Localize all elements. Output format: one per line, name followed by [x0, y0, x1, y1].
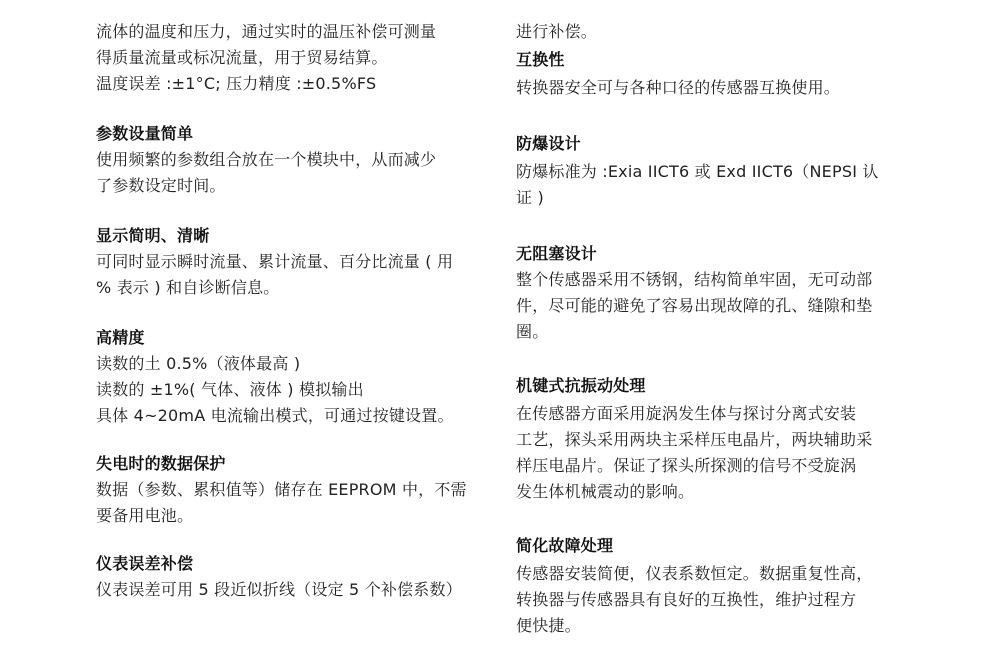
section-heading: 互换性 — [516, 50, 565, 69]
body-text: 具体 4~20mA 电流输出模式，可通过按键设置。 — [96, 406, 454, 425]
body-text: 便快捷。 — [516, 616, 581, 635]
body-text: 流体的温度和压力，通过实时的温压补偿可测量 — [96, 22, 437, 41]
section-heading: 参数设量简单 — [96, 124, 194, 143]
body-text: 整个传感器采用不锈钢，结构简单牢固，无可动部 — [516, 270, 873, 289]
body-text: 在传感器方面采用旋涡发生体与探讨分离式安装 — [516, 404, 857, 423]
body-text: 读数的 ±1%( 气体、液体 ) 模拟输出 — [96, 380, 364, 399]
body-text: 转换器与传感器具有良好的互换性，维护过程方 — [516, 590, 857, 609]
body-text: 了参数设定时间。 — [96, 176, 226, 195]
body-text: 发生体机械震动的影响。 — [516, 482, 695, 501]
section-heading: 显示简明、清晰 — [96, 226, 210, 245]
body-text: 可同时显示瞬时流量、累计流量、百分比流量 ( 用 — [96, 252, 454, 271]
body-text: 圈。 — [516, 322, 549, 341]
body-text: % 表示 ) 和自诊断信息。 — [96, 278, 280, 297]
body-text: 样压电晶片。保证了探头所探测的信号不受旋涡 — [516, 456, 857, 475]
section-heading: 无阻塞设计 — [516, 244, 598, 263]
section-heading: 高精度 — [96, 328, 145, 347]
body-text: 要备用电池。 — [96, 506, 194, 525]
body-text: 得质量流量或标况流量，用于贸易结算。 — [96, 48, 388, 67]
section-heading: 仪表误差补偿 — [96, 554, 194, 573]
section-heading: 防爆设计 — [516, 134, 581, 153]
body-text: 使用频繁的参数组合放在一个模块中，从而减少 — [96, 150, 437, 169]
section-heading: 机键式抗振动处理 — [516, 376, 646, 395]
body-text: 件，尽可能的避免了容易出现故障的孔、缝隙和垫 — [516, 296, 873, 315]
body-text: 温度误差 :±1°C; 压力精度 :±0.5%FS — [96, 74, 377, 93]
body-text: 读数的土 0.5%（液体最高 ) — [96, 354, 301, 373]
body-text: 进行补偿。 — [516, 22, 598, 41]
section-heading: 失电时的数据保护 — [96, 454, 226, 473]
body-text: 工艺，探头采用两块主采样压电晶片，两块辅助采 — [516, 430, 873, 449]
body-text: 转换器安全可与各种口径的传感器互换使用。 — [516, 78, 841, 97]
body-text: 证 ) — [516, 188, 544, 207]
body-text: 防爆标准为 :Exia IICT6 或 Exd IICT6（NEPSI 认 — [516, 162, 879, 181]
body-text: 仪表误差可用 5 段近似折线（设定 5 个补偿系数） — [96, 580, 462, 599]
body-text: 数据（参数、累积值等）储存在 EEPROM 中，不需 — [96, 480, 467, 499]
body-text: 传感器安装简便，仪表系数恒定。数据重复性高， — [516, 564, 873, 583]
section-heading: 简化故障处理 — [516, 536, 614, 555]
